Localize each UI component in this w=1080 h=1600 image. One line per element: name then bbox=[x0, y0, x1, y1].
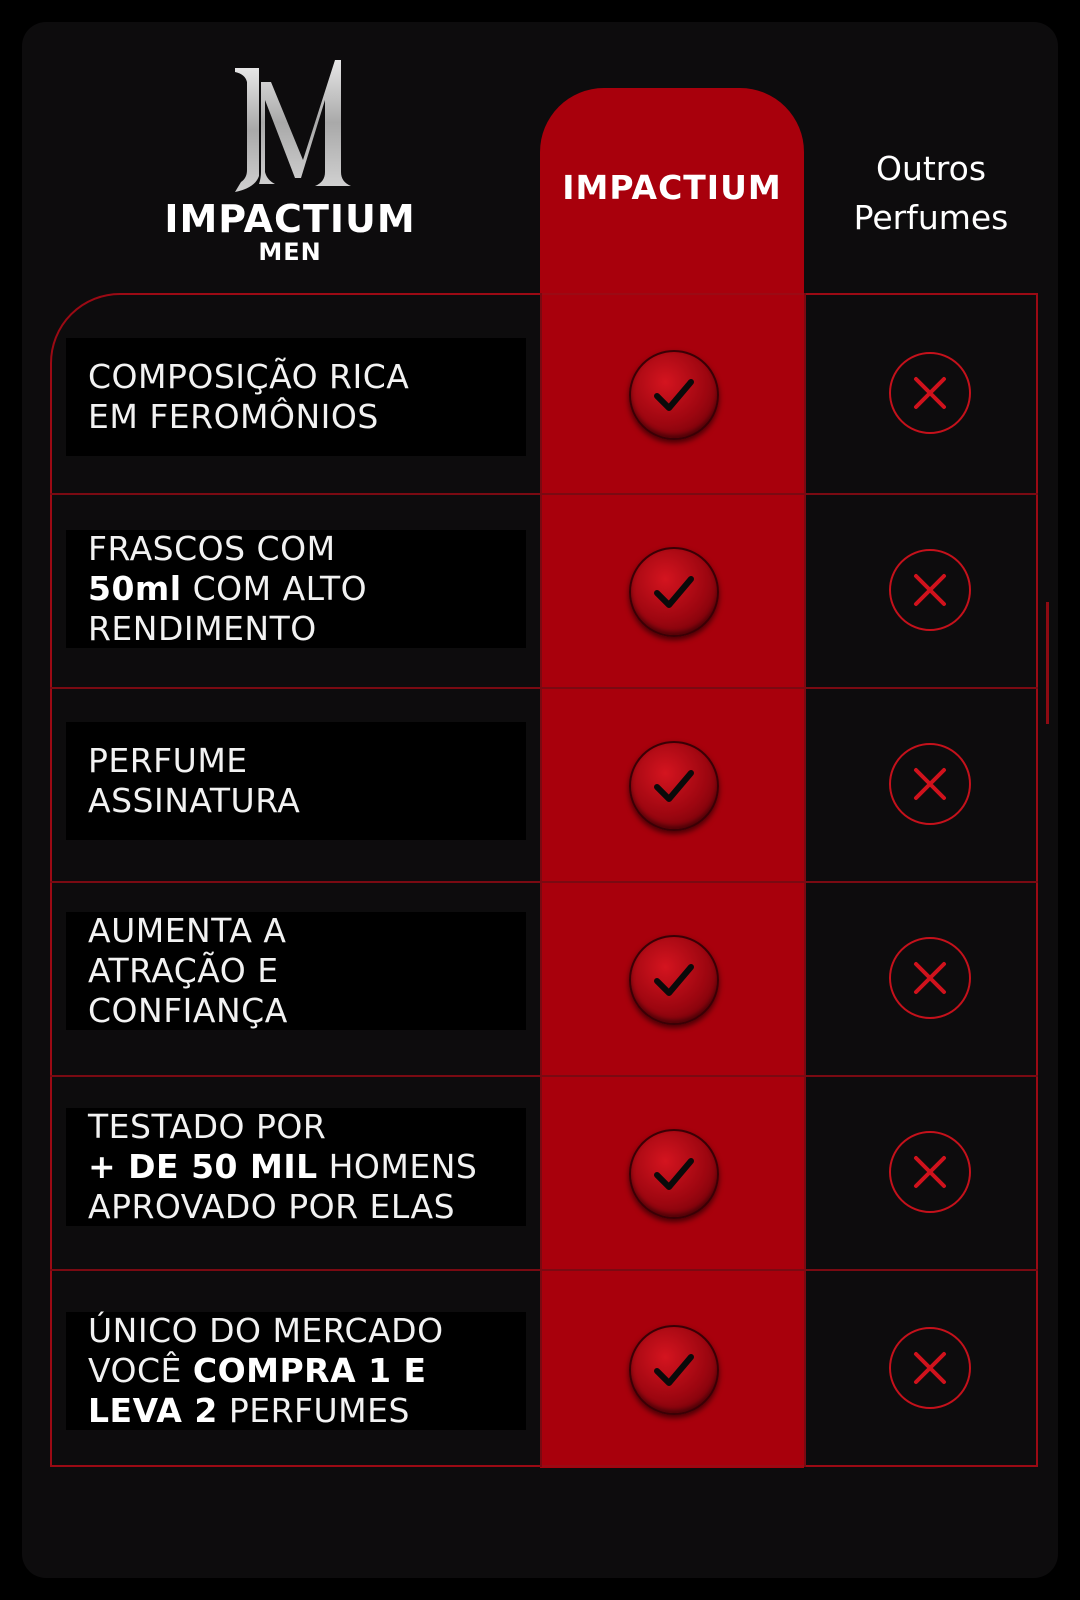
feature-text: ATRAÇÃO E bbox=[88, 951, 279, 990]
feature-label bbox=[66, 338, 526, 456]
x-mark-icon bbox=[889, 937, 971, 1019]
feature-text: ASSINATURA bbox=[88, 781, 301, 820]
x-mark-icon bbox=[889, 549, 971, 631]
feature-line bbox=[88, 1107, 504, 1147]
feature-label bbox=[66, 530, 526, 648]
row-divider bbox=[50, 1269, 1038, 1271]
feature-line bbox=[88, 1351, 504, 1391]
feature-line bbox=[88, 781, 504, 821]
checkmark-icon bbox=[629, 547, 719, 637]
feature-text: FRASCOS COM bbox=[88, 529, 336, 568]
x-mark-icon bbox=[889, 1131, 971, 1213]
feature-label bbox=[66, 1312, 526, 1430]
feature-text: PERFUME bbox=[88, 741, 248, 780]
x-mark-icon bbox=[889, 352, 971, 434]
feature-line bbox=[88, 1187, 504, 1227]
scrollbar[interactable] bbox=[1046, 602, 1049, 724]
feature-line bbox=[88, 951, 504, 991]
feature-text: RENDIMENTO bbox=[88, 609, 317, 648]
feature-line bbox=[88, 357, 504, 397]
feature-text: VOCÊ bbox=[88, 1351, 193, 1390]
checkmark-icon bbox=[629, 935, 719, 1025]
row-divider bbox=[50, 493, 1038, 495]
row-divider bbox=[50, 1075, 1038, 1077]
feature-text: ÚNICO DO MERCADO bbox=[88, 1311, 444, 1350]
feature-line bbox=[88, 911, 504, 951]
feature-text-bold: 50ml bbox=[88, 569, 182, 608]
feature-text: EM FEROMÔNIOS bbox=[88, 397, 379, 436]
row-divider bbox=[50, 687, 1038, 689]
feature-label bbox=[66, 722, 526, 840]
im-monogram-icon bbox=[215, 60, 365, 195]
feature-text: CONFIANÇA bbox=[88, 991, 288, 1030]
feature-text-bold: + DE 50 MIL bbox=[88, 1147, 318, 1186]
feature-line bbox=[88, 529, 504, 569]
feature-label bbox=[66, 1108, 526, 1226]
feature-text: COM ALTO bbox=[181, 569, 368, 608]
feature-text-bold: COMPRA 1 E bbox=[192, 1351, 427, 1390]
feature-line bbox=[88, 1147, 504, 1187]
feature-text: AUMENTA A bbox=[88, 911, 287, 950]
column-header-others bbox=[820, 144, 1042, 242]
feature-line bbox=[88, 741, 504, 781]
x-mark-icon bbox=[889, 1327, 971, 1409]
x-mark-icon bbox=[889, 743, 971, 825]
column-header-others-line1: Outros bbox=[875, 149, 987, 188]
column-divider bbox=[804, 293, 806, 1467]
feature-line bbox=[88, 1311, 504, 1351]
feature-text: HOMENS bbox=[317, 1147, 478, 1186]
feature-text: PERFUMES bbox=[217, 1391, 410, 1430]
feature-line bbox=[88, 991, 504, 1031]
checkmark-icon bbox=[629, 1325, 719, 1415]
feature-text: TESTADO POR bbox=[88, 1107, 327, 1146]
feature-line bbox=[88, 569, 504, 609]
feature-text: APROVADO POR ELAS bbox=[88, 1187, 456, 1226]
checkmark-icon bbox=[629, 1129, 719, 1219]
comparison-table-border bbox=[50, 293, 1038, 1467]
column-divider bbox=[540, 293, 542, 1467]
feature-line bbox=[88, 609, 504, 649]
checkmark-icon bbox=[629, 741, 719, 831]
checkmark-icon bbox=[629, 350, 719, 440]
feature-line bbox=[88, 1391, 504, 1431]
column-header-impactium: IMPACTIUM bbox=[562, 168, 782, 207]
feature-label bbox=[66, 912, 526, 1030]
feature-text-bold: LEVA 2 bbox=[88, 1391, 218, 1430]
row-divider bbox=[50, 881, 1038, 883]
brand-name: IMPACTIUM bbox=[164, 197, 416, 241]
feature-line bbox=[88, 397, 504, 437]
feature-text: COMPOSIÇÃO RICA bbox=[88, 357, 410, 396]
brand-logo bbox=[160, 60, 420, 265]
brand-subtitle: MEN bbox=[258, 238, 322, 266]
column-header-others-line2: Perfumes bbox=[853, 198, 1009, 237]
